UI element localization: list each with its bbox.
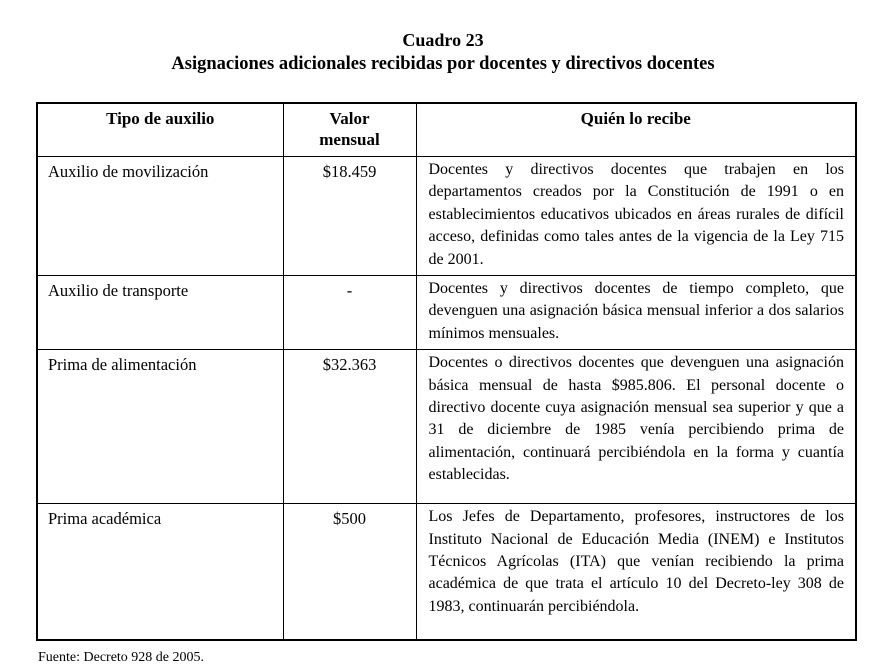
table-row: [37, 504, 856, 640]
cell-valor-mensual: $18.459: [283, 157, 416, 276]
table-number-title: Cuadro 23: [402, 30, 484, 50]
table-row: [37, 157, 856, 276]
cell-valor-mensual: -: [283, 276, 416, 350]
header-quien-lo-recibe-label: Quién lo recibe: [580, 109, 691, 128]
table-row: [37, 276, 856, 350]
title-block: [0, 0, 886, 75]
table-body: [37, 157, 856, 640]
cell-quien-lo-recibe: Docentes o directivos docentes que devenguen una asignación básica mensual de hasta $985.806. El personal docente o directivo docente cuya asignación mensual sea superior y que a 31 de diciembre de 1985 venía percibiendo prima de alimentación, continuará percibiéndola en la forma y cuantía establecidas.: [416, 350, 856, 504]
header-valor-mensual-label: Valor mensual: [319, 109, 380, 149]
cell-quien-lo-recibe: Docentes y directivos docentes que trabajen en los departamentos creados por la Constitución de 1991 o en establecimientos educativos ubicados en áreas rurales de difícil acceso, definidas como tales antes de la vigencia de la Ley 715 de 2001.: [416, 157, 856, 276]
cell-quien-lo-recibe: Los Jefes de Departamento, profesores, instructores de los Instituto Nacional de Educación Media (INEM) e Institutos Técnicos Agrícolas (ITA) que venían recibiendo la prima académica de que trata el artículo 10 del Decreto-ley 308 de 1983, continuarán percibiéndola.: [416, 504, 856, 640]
cell-tipo-auxilio: Auxilio de transporte: [37, 276, 283, 350]
cell-valor-mensual: $500: [283, 504, 416, 640]
cell-tipo-auxilio: Prima de alimentación: [37, 350, 283, 504]
table-title: Asignaciones adicionales recibidas por docentes y directivos docentes: [171, 54, 715, 74]
header-quien-lo-recibe: [416, 103, 856, 157]
cell-tipo-auxilio: Auxilio de movilización: [37, 157, 283, 276]
cell-quien-lo-recibe: Docentes y directivos docentes de tiempo completo, que devenguen una asignación básica mensual inferior a dos salarios mínimos mensuales.: [416, 276, 856, 350]
header-tipo-de-auxilio: [37, 103, 283, 157]
header-valor-mensual: [283, 103, 416, 157]
cell-valor-mensual: $32.363: [283, 350, 416, 504]
header-tipo-de-auxilio-label: Tipo de auxilio: [106, 109, 215, 128]
header-row: [37, 103, 856, 157]
cell-tipo-auxilio: Prima académica: [37, 504, 283, 640]
table-row: [37, 350, 856, 504]
source-note: Fuente: Decreto 928 de 2005.: [38, 649, 205, 665]
asignaciones-table: [36, 102, 857, 641]
